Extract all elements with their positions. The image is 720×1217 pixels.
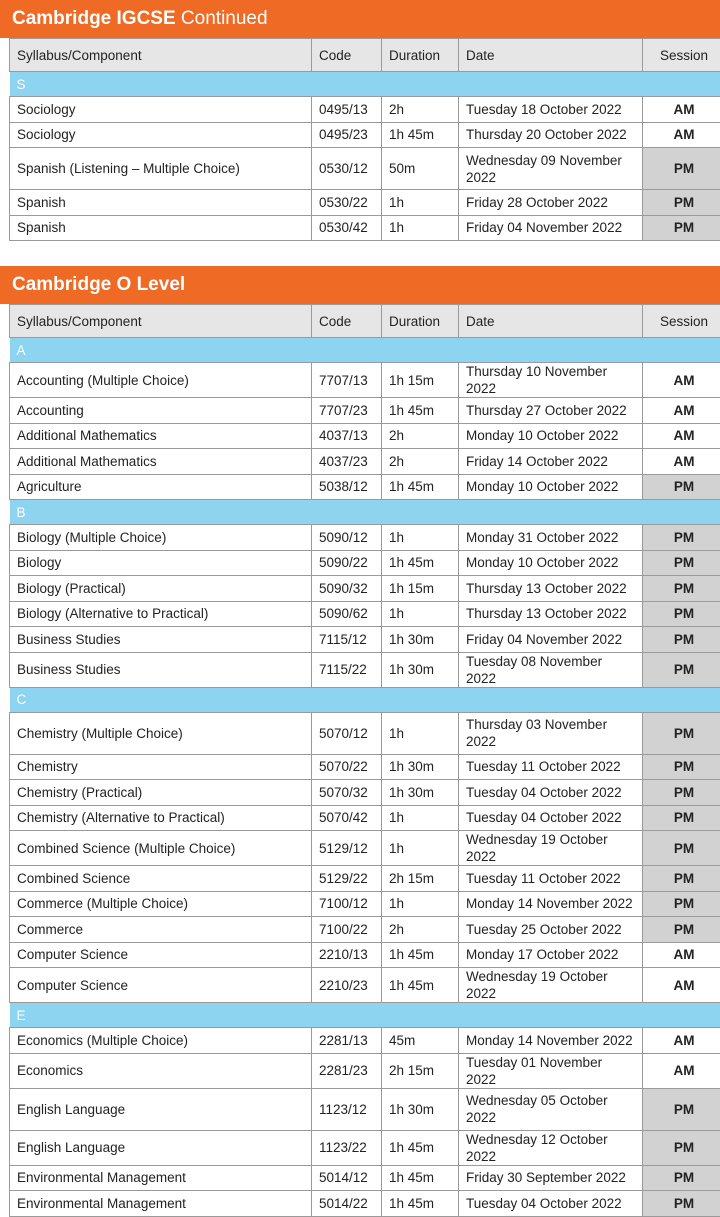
table-row bbox=[10, 891, 720, 917]
table-row bbox=[10, 1053, 720, 1088]
duration-cell: 2h bbox=[382, 97, 459, 123]
syllabus-cell: Combined Science bbox=[10, 866, 312, 892]
syllabus-cell: Computer Science bbox=[10, 968, 312, 1003]
session-cell: PM bbox=[643, 891, 720, 917]
syllabus-cell: Chemistry bbox=[10, 754, 312, 780]
table-row bbox=[10, 576, 720, 602]
letter-group-label: C bbox=[10, 687, 720, 712]
syllabus-cell: Chemistry (Alternative to Practical) bbox=[10, 805, 312, 831]
session-cell: PM bbox=[643, 754, 720, 780]
duration-cell: 1h 45m bbox=[382, 968, 459, 1003]
session-cell: PM bbox=[643, 190, 720, 216]
date-cell: Thursday 10 November 2022 bbox=[459, 363, 643, 398]
letter-group-row bbox=[10, 500, 720, 525]
code-cell: 5090/22 bbox=[312, 550, 382, 576]
session-cell: AM bbox=[643, 363, 720, 398]
duration-cell: 1h bbox=[382, 712, 459, 754]
timetable-table bbox=[9, 304, 720, 1217]
table-row bbox=[10, 942, 720, 968]
table-row bbox=[10, 474, 720, 500]
date-cell: Monday 14 November 2022 bbox=[459, 891, 643, 917]
duration-cell: 1h 45m bbox=[382, 1165, 459, 1191]
date-cell: Thursday 03 November 2022 bbox=[459, 712, 643, 754]
date-cell: Wednesday 05 October 2022 bbox=[459, 1088, 643, 1130]
session-cell: PM bbox=[643, 148, 720, 190]
code-cell: 5070/42 bbox=[312, 805, 382, 831]
duration-cell: 1h bbox=[382, 805, 459, 831]
date-cell: Tuesday 01 November 2022 bbox=[459, 1053, 643, 1088]
table-row bbox=[10, 805, 720, 831]
date-cell: Thursday 20 October 2022 bbox=[459, 122, 643, 148]
date-cell: Tuesday 04 October 2022 bbox=[459, 1191, 643, 1217]
session-cell: PM bbox=[643, 712, 720, 754]
code-cell: 0530/42 bbox=[312, 215, 382, 241]
session-cell: PM bbox=[643, 780, 720, 806]
session-cell: PM bbox=[643, 601, 720, 627]
table-row bbox=[10, 550, 720, 576]
code-cell: 5129/12 bbox=[312, 831, 382, 866]
date-cell: Wednesday 12 October 2022 bbox=[459, 1130, 643, 1165]
code-header: Code bbox=[312, 39, 382, 72]
table-row bbox=[10, 1165, 720, 1191]
code-cell: 5129/22 bbox=[312, 866, 382, 892]
table-row bbox=[10, 1088, 720, 1130]
code-cell: 7115/22 bbox=[312, 652, 382, 687]
syllabus-cell: Additional Mathematics bbox=[10, 423, 312, 449]
code-cell: 1123/22 bbox=[312, 1130, 382, 1165]
syllabus-cell: Biology (Practical) bbox=[10, 576, 312, 602]
duration-cell: 2h 15m bbox=[382, 866, 459, 892]
duration-cell: 1h 45m bbox=[382, 942, 459, 968]
date-cell: Tuesday 08 November 2022 bbox=[459, 652, 643, 687]
session-cell: PM bbox=[643, 525, 720, 551]
duration-cell: 1h 45m bbox=[382, 398, 459, 424]
table-row bbox=[10, 190, 720, 216]
session-cell: AM bbox=[643, 449, 720, 475]
duration-cell: 45m bbox=[382, 1028, 459, 1054]
table-row bbox=[10, 831, 720, 866]
session-cell: PM bbox=[643, 550, 720, 576]
letter-group-label: B bbox=[10, 500, 720, 525]
code-cell: 5070/12 bbox=[312, 712, 382, 754]
code-cell: 5014/22 bbox=[312, 1191, 382, 1217]
code-cell: 5090/32 bbox=[312, 576, 382, 602]
code-cell: 7100/22 bbox=[312, 917, 382, 943]
section-title bbox=[0, 266, 720, 304]
syllabus-cell: Accounting bbox=[10, 398, 312, 424]
duration-header: Duration bbox=[382, 39, 459, 72]
session-header: Session bbox=[643, 39, 720, 72]
duration-cell: 1h bbox=[382, 190, 459, 216]
session-cell: PM bbox=[643, 576, 720, 602]
syllabus-cell: Spanish (Listening – Multiple Choice) bbox=[10, 148, 312, 190]
section-spacer bbox=[0, 241, 720, 266]
session-cell: PM bbox=[643, 474, 720, 500]
syllabus-cell: Environmental Management bbox=[10, 1191, 312, 1217]
syllabus-cell: Chemistry (Multiple Choice) bbox=[10, 712, 312, 754]
syllabus-cell: Biology (Multiple Choice) bbox=[10, 525, 312, 551]
code-cell: 4037/13 bbox=[312, 423, 382, 449]
letter-group-row bbox=[10, 1003, 720, 1028]
date-cell: Tuesday 18 October 2022 bbox=[459, 97, 643, 123]
syllabus-cell: Biology bbox=[10, 550, 312, 576]
duration-cell: 1h bbox=[382, 601, 459, 627]
duration-cell: 2h 15m bbox=[382, 1053, 459, 1088]
syllabus-cell: English Language bbox=[10, 1130, 312, 1165]
code-cell: 5038/12 bbox=[312, 474, 382, 500]
table-row bbox=[10, 968, 720, 1003]
duration-cell: 1h 30m bbox=[382, 780, 459, 806]
table-row bbox=[10, 866, 720, 892]
date-cell: Tuesday 04 October 2022 bbox=[459, 805, 643, 831]
table-row bbox=[10, 712, 720, 754]
code-cell: 0530/22 bbox=[312, 190, 382, 216]
letter-group-row bbox=[10, 72, 720, 97]
syllabus-cell: Environmental Management bbox=[10, 1165, 312, 1191]
timetable-section bbox=[0, 266, 720, 1217]
table-row bbox=[10, 917, 720, 943]
session-cell: AM bbox=[643, 423, 720, 449]
letter-group-label: A bbox=[10, 338, 720, 363]
syllabus-cell: Spanish bbox=[10, 215, 312, 241]
code-cell: 5090/62 bbox=[312, 601, 382, 627]
syllabus-cell: Economics (Multiple Choice) bbox=[10, 1028, 312, 1054]
syllabus-header: Syllabus/Component bbox=[10, 305, 312, 338]
syllabus-cell: English Language bbox=[10, 1088, 312, 1130]
table-row bbox=[10, 449, 720, 475]
syllabus-cell: Combined Science (Multiple Choice) bbox=[10, 831, 312, 866]
date-cell: Wednesday 09 November 2022 bbox=[459, 148, 643, 190]
date-cell: Wednesday 19 October 2022 bbox=[459, 968, 643, 1003]
duration-cell: 1h 30m bbox=[382, 627, 459, 653]
header-row bbox=[10, 305, 720, 338]
code-header: Code bbox=[312, 305, 382, 338]
code-cell: 2281/23 bbox=[312, 1053, 382, 1088]
table-row bbox=[10, 601, 720, 627]
date-cell: Monday 17 October 2022 bbox=[459, 942, 643, 968]
duration-cell: 2h bbox=[382, 917, 459, 943]
duration-cell: 1h 45m bbox=[382, 1130, 459, 1165]
timetable-section bbox=[0, 0, 720, 241]
syllabus-cell: Biology (Alternative to Practical) bbox=[10, 601, 312, 627]
date-cell: Tuesday 11 October 2022 bbox=[459, 866, 643, 892]
duration-cell: 1h bbox=[382, 215, 459, 241]
session-cell: AM bbox=[643, 97, 720, 123]
duration-cell: 50m bbox=[382, 148, 459, 190]
code-cell: 5070/22 bbox=[312, 754, 382, 780]
table-row bbox=[10, 652, 720, 687]
date-cell: Monday 10 October 2022 bbox=[459, 474, 643, 500]
syllabus-cell: Business Studies bbox=[10, 652, 312, 687]
letter-group-label: S bbox=[10, 72, 720, 97]
syllabus-cell: Sociology bbox=[10, 97, 312, 123]
date-cell: Tuesday 25 October 2022 bbox=[459, 917, 643, 943]
duration-cell: 1h 45m bbox=[382, 122, 459, 148]
syllabus-header: Syllabus/Component bbox=[10, 39, 312, 72]
letter-group-label: E bbox=[10, 1003, 720, 1028]
letter-group-row bbox=[10, 338, 720, 363]
date-cell: Monday 31 October 2022 bbox=[459, 525, 643, 551]
section-title bbox=[0, 0, 720, 38]
duration-cell: 1h 30m bbox=[382, 1088, 459, 1130]
code-cell: 0495/23 bbox=[312, 122, 382, 148]
date-cell: Friday 30 September 2022 bbox=[459, 1165, 643, 1191]
table-row bbox=[10, 1130, 720, 1165]
session-cell: AM bbox=[643, 122, 720, 148]
table-row bbox=[10, 525, 720, 551]
date-cell: Monday 10 October 2022 bbox=[459, 423, 643, 449]
session-cell: PM bbox=[643, 1088, 720, 1130]
session-cell: PM bbox=[643, 866, 720, 892]
session-cell: AM bbox=[643, 968, 720, 1003]
code-cell: 2210/23 bbox=[312, 968, 382, 1003]
duration-cell: 1h 45m bbox=[382, 550, 459, 576]
syllabus-cell: Economics bbox=[10, 1053, 312, 1088]
syllabus-cell: Chemistry (Practical) bbox=[10, 780, 312, 806]
table-row bbox=[10, 363, 720, 398]
syllabus-cell: Agriculture bbox=[10, 474, 312, 500]
date-cell: Tuesday 11 October 2022 bbox=[459, 754, 643, 780]
header-row bbox=[10, 39, 720, 72]
table-row bbox=[10, 148, 720, 190]
section-title-text: Cambridge O Level bbox=[12, 274, 185, 295]
table-row bbox=[10, 1028, 720, 1054]
syllabus-cell: Commerce (Multiple Choice) bbox=[10, 891, 312, 917]
session-cell: AM bbox=[643, 398, 720, 424]
code-cell: 7115/12 bbox=[312, 627, 382, 653]
date-cell: Friday 14 October 2022 bbox=[459, 449, 643, 475]
duration-cell: 1h 15m bbox=[382, 363, 459, 398]
table-row bbox=[10, 754, 720, 780]
duration-header: Duration bbox=[382, 305, 459, 338]
date-cell: Thursday 13 October 2022 bbox=[459, 576, 643, 602]
session-cell: PM bbox=[643, 1165, 720, 1191]
date-cell: Tuesday 04 October 2022 bbox=[459, 780, 643, 806]
letter-group-row bbox=[10, 687, 720, 712]
date-cell: Friday 04 November 2022 bbox=[459, 627, 643, 653]
code-cell: 5014/12 bbox=[312, 1165, 382, 1191]
code-cell: 5090/12 bbox=[312, 525, 382, 551]
date-header: Date bbox=[459, 305, 643, 338]
code-cell: 0530/12 bbox=[312, 148, 382, 190]
session-cell: PM bbox=[643, 652, 720, 687]
date-cell: Friday 28 October 2022 bbox=[459, 190, 643, 216]
syllabus-cell: Commerce bbox=[10, 917, 312, 943]
duration-cell: 1h 45m bbox=[382, 1191, 459, 1217]
duration-cell: 2h bbox=[382, 423, 459, 449]
duration-cell: 1h 30m bbox=[382, 754, 459, 780]
date-cell: Monday 14 November 2022 bbox=[459, 1028, 643, 1054]
syllabus-cell: Accounting (Multiple Choice) bbox=[10, 363, 312, 398]
session-cell: PM bbox=[643, 917, 720, 943]
duration-cell: 1h 30m bbox=[382, 652, 459, 687]
table-row bbox=[10, 398, 720, 424]
date-cell: Monday 10 October 2022 bbox=[459, 550, 643, 576]
date-header: Date bbox=[459, 39, 643, 72]
section-title-text: Cambridge IGCSE bbox=[12, 8, 176, 29]
syllabus-cell: Additional Mathematics bbox=[10, 449, 312, 475]
code-cell: 4037/23 bbox=[312, 449, 382, 475]
code-cell: 1123/12 bbox=[312, 1088, 382, 1130]
code-cell: 0495/13 bbox=[312, 97, 382, 123]
code-cell: 7100/12 bbox=[312, 891, 382, 917]
session-cell: PM bbox=[643, 1130, 720, 1165]
syllabus-cell: Sociology bbox=[10, 122, 312, 148]
date-cell: Wednesday 19 October 2022 bbox=[459, 831, 643, 866]
table-row bbox=[10, 1191, 720, 1217]
syllabus-cell: Spanish bbox=[10, 190, 312, 216]
duration-cell: 1h 45m bbox=[382, 474, 459, 500]
session-cell: AM bbox=[643, 942, 720, 968]
code-cell: 7707/13 bbox=[312, 363, 382, 398]
code-cell: 7707/23 bbox=[312, 398, 382, 424]
session-cell: AM bbox=[643, 1053, 720, 1088]
session-cell: PM bbox=[643, 805, 720, 831]
session-cell: PM bbox=[643, 215, 720, 241]
date-cell: Friday 04 November 2022 bbox=[459, 215, 643, 241]
table-row bbox=[10, 780, 720, 806]
table-row bbox=[10, 122, 720, 148]
date-cell: Thursday 13 October 2022 bbox=[459, 601, 643, 627]
table-row bbox=[10, 627, 720, 653]
timetable-table bbox=[9, 38, 720, 241]
session-header: Session bbox=[643, 305, 720, 338]
code-cell: 2281/13 bbox=[312, 1028, 382, 1054]
session-cell: PM bbox=[643, 627, 720, 653]
section-title-suffix: Continued bbox=[176, 8, 268, 29]
syllabus-cell: Computer Science bbox=[10, 942, 312, 968]
duration-cell: 1h bbox=[382, 525, 459, 551]
code-cell: 2210/13 bbox=[312, 942, 382, 968]
session-cell: PM bbox=[643, 1191, 720, 1217]
code-cell: 5070/32 bbox=[312, 780, 382, 806]
table-row bbox=[10, 423, 720, 449]
session-cell: PM bbox=[643, 831, 720, 866]
table-row bbox=[10, 215, 720, 241]
duration-cell: 1h bbox=[382, 831, 459, 866]
session-cell: AM bbox=[643, 1028, 720, 1054]
duration-cell: 1h 15m bbox=[382, 576, 459, 602]
duration-cell: 1h bbox=[382, 891, 459, 917]
duration-cell: 2h bbox=[382, 449, 459, 475]
date-cell: Thursday 27 October 2022 bbox=[459, 398, 643, 424]
syllabus-cell: Business Studies bbox=[10, 627, 312, 653]
table-row bbox=[10, 97, 720, 123]
